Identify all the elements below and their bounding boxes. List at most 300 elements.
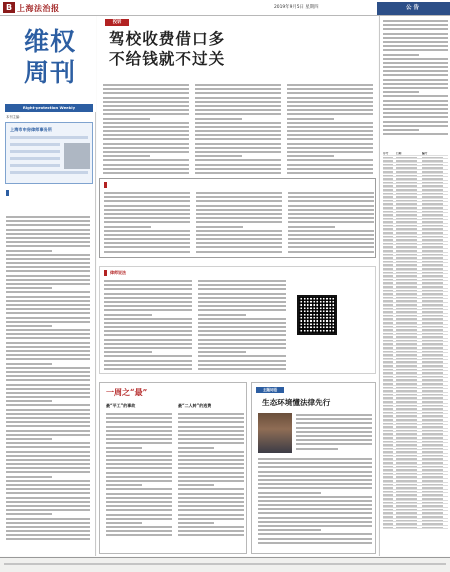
illegible-text-line [6,245,90,247]
ad-text-line [10,157,60,160]
illegible-text-line [6,329,90,331]
illegible-text-line [104,322,192,324]
table-cell [396,414,422,417]
table-cell [383,289,396,292]
table-cell [422,357,448,360]
table-cell [422,310,448,313]
table-cell [383,256,396,259]
table-cell [383,292,396,295]
illegible-text-line [6,216,90,218]
illegible-text-line [287,151,373,153]
table-cell [396,263,422,266]
illegible-text-line [6,283,90,285]
table-cell [422,501,448,504]
illegible-text-line [6,296,90,298]
illegible-text-line [106,434,172,436]
table-cell [396,328,422,331]
table-cell [396,292,422,295]
illegible-text-line [196,205,282,207]
illegible-text-line [6,291,90,293]
table-cell [396,235,422,238]
illegible-text-line [106,480,172,482]
illegible-text-line [104,230,190,232]
illegible-text-line [103,122,189,124]
weekly-title-line-1: 维权 [23,27,76,56]
illegible-text-line [104,339,192,341]
qr-code[interactable] [297,295,337,335]
table-cell [422,400,448,403]
table-cell [396,213,422,216]
table-cell [383,238,396,241]
illegible-text-line [6,459,90,461]
illegible-text-line [6,492,90,494]
illegible-text-line [103,109,189,111]
illegible-text-line [287,113,373,115]
table-cell [422,407,448,410]
editor-credit: 本刊主编： [6,115,23,119]
table-cell [383,217,396,220]
illegible-text-line [383,66,448,68]
table-cell [396,195,422,198]
table-cell [422,303,448,306]
illegible-text-line [103,84,189,86]
illegible-text-line [6,404,90,406]
right-column [379,16,450,556]
illegible-text-line [106,459,172,461]
table-header-cell: 日期 [396,152,402,155]
ad-photo [64,143,90,169]
illegible-text-line [296,448,338,450]
illegible-text-line [198,280,286,282]
article-column-1 [103,84,189,176]
table-cell [383,156,396,159]
illegible-text-line [103,168,189,170]
illegible-text-line [383,133,448,135]
table-cell [383,274,396,277]
illegible-text-line [383,91,419,93]
illegible-text-line [258,533,372,535]
illegible-text-line [195,172,281,174]
table-cell [396,271,422,274]
table-cell [396,199,422,202]
table-cell [383,483,396,486]
illegible-text-line [103,118,150,120]
table-cell [383,253,396,256]
illegible-text-line [104,368,192,370]
table-cell [396,425,422,428]
table-cell [396,436,422,439]
illegible-text-line [258,487,372,489]
illegible-text-line [198,347,286,349]
table-cell [396,220,422,223]
illegible-text-line [104,284,192,286]
table-cell [422,425,448,428]
illegible-text-line [104,213,190,215]
table-cell [396,522,422,525]
table-cell [396,479,422,482]
illegible-text-line [6,480,90,482]
table-cell [422,314,448,317]
illegible-text-line [178,476,244,478]
table-cell [422,414,448,417]
table-cell [383,263,396,266]
illegible-text-line [6,279,90,281]
illegible-text-line [6,350,90,352]
illegible-text-line [6,375,90,377]
illegible-text-line [296,443,372,445]
table-cell [396,443,422,446]
table-cell [383,472,396,475]
illegible-text-line [6,430,90,432]
footer-text [4,563,446,565]
illegible-text-line [258,512,372,514]
illegible-text-line [258,466,372,468]
table-cell [396,432,422,435]
table-cell [383,242,396,245]
table-cell [383,519,396,522]
table-cell [422,235,448,238]
illegible-text-line [178,493,244,495]
table-cell [396,260,422,263]
illegible-text-line [287,122,373,124]
illegible-text-line [6,229,90,231]
illegible-text-line [106,505,172,507]
table-cell [422,371,448,374]
illegible-text-line [287,172,373,174]
table-cell [383,508,396,511]
illegible-text-line [383,87,448,89]
table-cell [383,501,396,504]
illegible-text-line [6,354,90,356]
illegible-text-line [6,333,90,335]
illegible-text-line [104,297,192,299]
illegible-text-line [6,379,90,381]
table-cell [383,486,396,489]
related-rule-box [99,178,376,258]
illegible-text-line [195,168,281,170]
illegible-text-line [6,442,90,444]
table-cell [422,382,448,385]
table-cell [396,450,422,453]
illegible-text-line [288,200,374,202]
table-cell [422,238,448,241]
illegible-text-line [288,217,374,219]
illegible-text-line [6,388,90,390]
illegible-text-line [178,509,244,511]
table-cell [422,231,448,234]
table-cell [396,486,422,489]
table-cell [422,360,448,363]
ad-text-line [10,150,60,153]
table-cell [383,414,396,417]
illegible-text-line [258,471,372,473]
illegible-text-line [196,234,282,236]
lawyer-column-1 [104,280,192,372]
illegible-text-line [383,95,448,97]
illegible-text-line [383,33,448,35]
table-cell [396,217,422,220]
table-cell [422,436,448,439]
illegible-text-line [6,254,90,256]
illegible-text-line [106,463,172,465]
illegible-text-line [6,438,52,440]
illegible-text-line [106,522,142,524]
table-cell [396,375,422,378]
illegible-text-line [178,505,244,507]
illegible-text-line [196,200,282,202]
table-cell [383,454,396,457]
illegible-text-line [287,92,373,94]
illegible-text-line [103,88,189,90]
table-cell [396,382,422,385]
illegible-text-line [6,308,90,310]
table-cell [396,242,422,245]
illegible-text-line [383,24,448,26]
illegible-text-line [103,130,189,132]
lawyer-opinion-tag: 律师说法 [104,270,126,276]
illegible-text-line [196,192,282,194]
author-photo [258,413,292,453]
table-cell [422,443,448,446]
table-header-cell: 编号 [422,152,428,155]
table-cell [422,429,448,432]
illegible-text-line [6,392,90,394]
table-cell [383,181,396,184]
table-cell [422,393,448,396]
table-cell [422,263,448,266]
table-cell [422,454,448,457]
illegible-text-line [288,246,374,248]
table-cell [396,475,422,478]
ad-text-line [10,143,60,146]
table-cell [396,206,422,209]
illegible-text-line [383,74,448,76]
illegible-text-line [6,384,90,386]
illegible-text-line [288,230,374,232]
table-cell [383,490,396,493]
table-cell [422,217,448,220]
illegible-text-line [106,413,172,415]
table-cell [383,479,396,482]
illegible-text-line [383,79,448,81]
table-cell [422,411,448,414]
table-row [383,526,448,530]
illegible-text-line [195,122,281,124]
table-cell [396,163,422,166]
table-cell [396,285,422,288]
illegible-text-line [258,508,372,510]
illegible-text-line [178,534,244,536]
table-cell [422,213,448,216]
table-cell [383,468,396,471]
illegible-text-line [106,421,172,423]
illegible-text-line [178,421,244,423]
table-cell [422,224,448,227]
illegible-text-line [104,217,190,219]
table-cell [396,400,422,403]
table-cell [422,468,448,471]
table-cell [396,407,422,410]
table-cell [396,511,422,514]
table-cell [422,465,448,468]
table-cell [383,522,396,525]
ad-text-line [10,164,60,167]
illegible-text-line [258,462,372,464]
illegible-text-line [198,364,286,366]
illegible-text-line [258,458,372,460]
table-header-cell: 序号 [383,152,389,155]
article-column-2 [195,84,281,176]
table-cell [422,156,448,159]
table-cell [383,457,396,460]
table-cell [422,292,448,295]
illegible-text-line [104,330,192,332]
illegible-text-line [6,538,90,540]
table-cell [383,375,396,378]
illegible-text-line [288,226,335,228]
illegible-text-line [287,101,373,103]
table-cell [422,353,448,356]
illegible-text-line [6,476,52,478]
illegible-text-line [6,266,90,268]
table-cell [422,325,448,328]
illegible-text-line [6,413,90,415]
table-cell [422,378,448,381]
table-cell [396,393,422,396]
illegible-text-line [106,509,172,511]
table-cell [383,249,396,252]
table-cell [396,454,422,457]
illegible-text-line [198,322,286,324]
table-cell [396,342,422,345]
illegible-text-line [258,500,372,502]
illegible-text-line [198,334,286,336]
illegible-text-line [103,159,189,161]
table-cell [396,404,422,407]
illegible-text-line [196,217,282,219]
illegible-text-line [195,159,281,161]
illegible-text-line [6,258,90,260]
illegible-text-line [195,143,281,145]
table-cell [396,335,422,338]
table-cell [383,432,396,435]
table-cell [396,371,422,374]
illegible-text-line [196,246,282,248]
table-cell [383,389,396,392]
table-cell [396,238,422,241]
illegible-text-line [104,360,192,362]
table-cell [383,504,396,507]
law-column-intro [296,414,372,452]
illegible-text-line [287,147,373,149]
table-cell [396,303,422,306]
table-cell [396,465,422,468]
illegible-text-line [383,28,448,30]
table-cell [383,418,396,421]
table-cell [383,245,396,248]
table-cell [383,202,396,205]
announcement-tab: 公告 [377,2,450,15]
illegible-text-line [195,113,281,115]
illegible-text-line [198,360,286,362]
illegible-text-line [287,84,373,86]
illegible-text-line [6,463,90,465]
illegible-text-line [104,205,190,207]
illegible-text-line [195,147,281,149]
illegible-text-line [6,513,52,515]
illegible-text-line [104,314,152,316]
illegible-text-line [258,542,372,544]
illegible-text-line [288,238,374,240]
brand-logo: B [3,2,15,13]
illegible-text-line [178,467,244,469]
table-cell [422,317,448,320]
illegible-text-line [383,108,448,110]
illegible-text-line [195,134,281,136]
table-cell [383,235,396,238]
table-cell [383,436,396,439]
illegible-text-line [104,293,192,295]
table-cell [396,353,422,356]
illegible-text-line [287,97,373,99]
table-cell [396,389,422,392]
ad-title: 上海市申房律师事务所 [10,127,52,132]
illegible-text-line [195,130,281,132]
table-cell [383,353,396,356]
illegible-text-line [6,425,90,427]
table-cell [383,378,396,381]
table-cell [396,289,422,292]
complaint-tag: 投诉 [105,19,129,26]
illegible-text-line [6,467,90,469]
table-cell [422,307,448,310]
illegible-text-line [383,83,448,85]
illegible-text-line [383,58,448,60]
illegible-text-line [106,467,172,469]
illegible-text-line [383,129,419,131]
illegible-text-line [195,151,281,153]
table-cell [422,289,448,292]
illegible-text-line [6,417,90,419]
illegible-text-line [287,126,373,128]
table-cell [396,253,422,256]
illegible-text-line [296,439,372,441]
illegible-text-line [6,409,90,411]
table-cell [422,386,448,389]
article-column-3 [287,84,373,176]
illegible-text-line [178,484,214,486]
illegible-text-line [6,358,90,360]
illegible-text-line [178,438,244,440]
rule-column-3 [288,192,374,255]
table-cell [383,177,396,180]
main-headline-line-2: 不给钱就不过关 [109,50,226,68]
illegible-text-line [288,209,374,211]
illegible-text-line [106,534,172,536]
ad-text-line [10,171,88,174]
table-cell [383,163,396,166]
illegible-text-line [383,116,448,118]
table-cell [383,325,396,328]
illegible-text-line [198,284,286,286]
illegible-text-line [383,62,448,64]
table-cell [383,411,396,414]
table-cell [396,411,422,414]
weekly-title-line-2: 周刊 [23,58,76,87]
main-headline-line-1: 驾校收费借口多 [109,30,226,48]
illegible-text-line [287,138,373,140]
table-cell [396,447,422,450]
